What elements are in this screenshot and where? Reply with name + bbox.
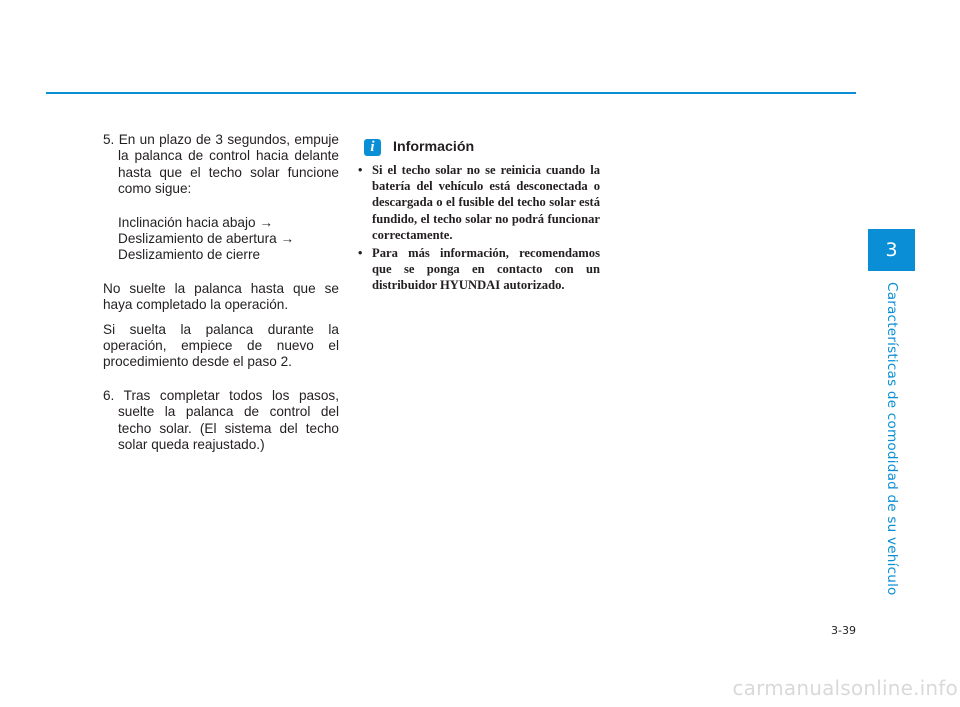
step-5-text: En un plazo de 3 segundos, empuje la palanca de control hacia delante hasta que el techo solar funcione como sigue: bbox=[118, 132, 339, 197]
page-number: 3-39 bbox=[831, 624, 856, 637]
bullet-icon: • bbox=[358, 163, 363, 177]
information-box bbox=[356, 138, 600, 296]
step-5-number: 5. bbox=[103, 132, 115, 147]
sequence-line-3: Deslizamiento de cierre bbox=[118, 247, 261, 263]
watermark: carmanualsonline.info bbox=[732, 676, 958, 700]
list-item bbox=[356, 245, 600, 294]
sequence-line-1: Inclinación hacia abajo → bbox=[118, 214, 273, 230]
left-column bbox=[103, 132, 339, 454]
operation-sequence bbox=[103, 215, 339, 264]
list-item-text: Si el techo solar no se reinicia cuando la batería del vehículo está desconectada o descargada o el fusible del techo solar está fundido, el techo solar no podrá funcionar correctamente. bbox=[372, 163, 600, 242]
chapter-number-tab: 3 bbox=[868, 229, 915, 271]
information-list bbox=[356, 162, 600, 294]
chapter-title-text: Características de comodidad de su vehículo bbox=[884, 282, 900, 596]
sequence-line-2: Deslizamiento de abertura → bbox=[118, 231, 295, 247]
step-5 bbox=[103, 132, 339, 198]
list-item-text: Para más información, recomendamos que se ponga en contacto con un distribuidor HYUNDAI autorizado. bbox=[372, 246, 600, 293]
bullet-icon: • bbox=[358, 246, 363, 261]
paragraph-hold-lever: No suelte la palanca hasta que se haya completado la operación. bbox=[103, 280, 339, 313]
info-icon: i bbox=[364, 139, 381, 156]
step-6-number: 6. bbox=[103, 387, 115, 403]
top-rule bbox=[46, 92, 856, 94]
step-6 bbox=[103, 388, 339, 454]
information-title: Información bbox=[393, 139, 475, 155]
paragraph-restart: Si suelta la palanca durante la operación, empiece de nuevo el procedimiento desde el paso 2. bbox=[103, 321, 339, 370]
list-item bbox=[356, 162, 600, 243]
step-6-text: Tras completar todos los pasos, suelte la palanca de control del techo solar. (El sistema del techo solar queda reajustado.) bbox=[118, 387, 339, 453]
information-header bbox=[356, 138, 600, 156]
